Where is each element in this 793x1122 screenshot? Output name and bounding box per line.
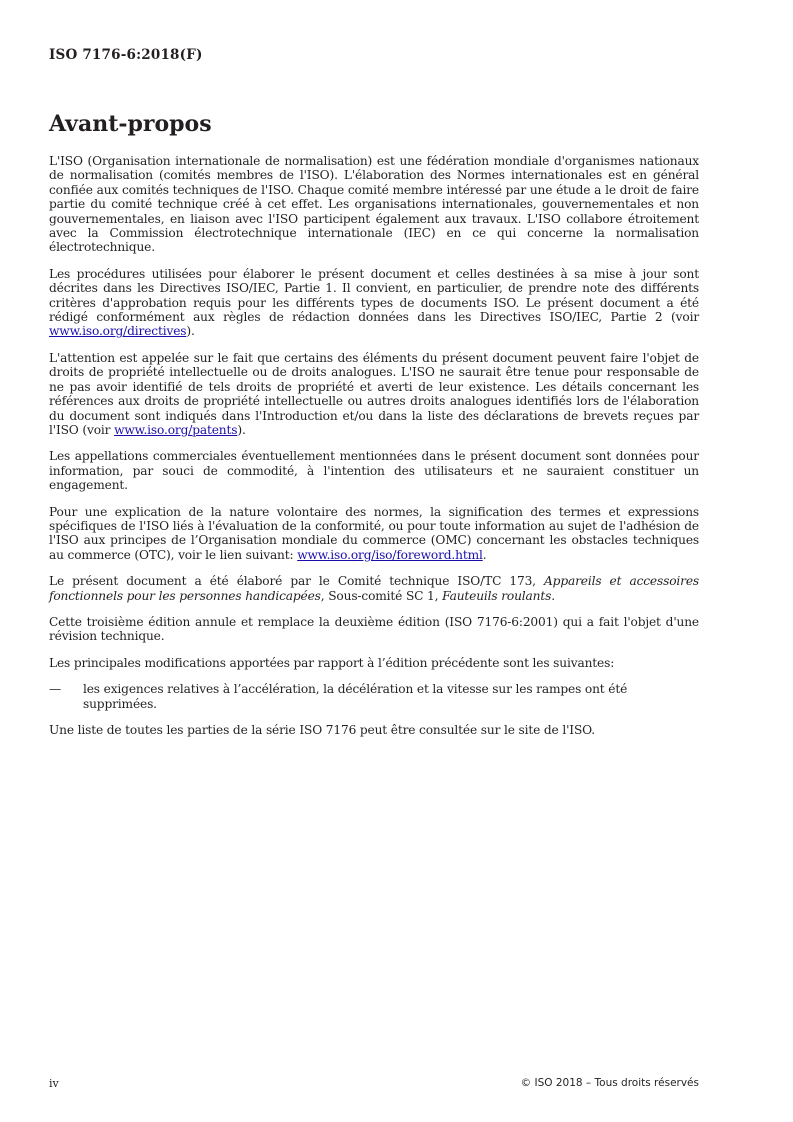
paragraph-series-list: Une liste de toutes les parties de la série ISO 7176 peut être consultée sur le site de l'ISO. — [49, 723, 595, 737]
list-item-text: les exigences relatives à l’accélération, la décélération et la vitesse sur les rampes ont été supprimées. — [83, 682, 628, 711]
subcommittee-title: Fauteuils roulants — [442, 588, 552, 603]
paragraph-text: , Sous-comité SC 1, — [320, 588, 443, 603]
paragraph-text: L'attention est appelée sur le fait que certains des éléments du présent document peuvent faire l'objet de droits de propriété intellectuelle ou de droits analogues. L'ISO ne saurait être tenue pour responsable de ne pas avoir identifié de tels droits de propriété et averti de leur existence. Les détails concernant les références aux droits de propriété intellectuelle ou autres droits analogues identifiés lors de l'élaboration du document sont indiqués dans l'Introduction et/ou dans la liste des déclarations de brevets reçues par l'ISO (voir — [49, 350, 699, 437]
paragraph-text: ). — [237, 422, 246, 437]
paragraph-voluntary-nature — [49, 505, 699, 563]
copyright-notice: © ISO 2018 – Tous droits réservés — [520, 1077, 699, 1089]
list-dash: — — [49, 682, 62, 697]
page-number: iv — [49, 1077, 59, 1090]
paragraph-modifications: Les principales modifications apportées par rapport à l’édition précédente sont les suivantes: — [49, 655, 615, 670]
committee-title: Appareils et accessoires fonctionnels pour les personnes handicapées — [49, 574, 699, 603]
list-item — [49, 682, 699, 711]
paragraph-trade-names: Les appellations commerciales éventuellement mentionnées dans le présent document sont données pour information, par souci de commodité, à l'intention des utilisateurs et ne sauraient constituer un engagement. — [49, 449, 699, 493]
paragraph-text: Le présent document a été élaboré par le Comité technique ISO/TC 173, — [49, 574, 545, 589]
paragraph-edition: Cette troisième édition annule et remplace la deuxième édition (ISO 7176-6:2001) qui a fait l'objet d'une révision technique. — [49, 614, 699, 644]
patents-link[interactable]: www.iso.org/patents — [114, 422, 238, 437]
paragraph-patents — [49, 351, 699, 437]
paragraph-text: . — [482, 547, 487, 562]
document-identifier: ISO 7176-6:2018(F) — [49, 47, 203, 63]
paragraph-text: ). — [186, 324, 195, 339]
paragraph-text: . — [551, 588, 555, 603]
paragraph-committee — [49, 574, 699, 603]
paragraph-procedures — [49, 267, 699, 339]
paragraph-text: Pour une explication de la nature volontaire des normes, la signification des termes et expressions spécifiques de l'ISO liés à l'évaluation de la conformité, ou pour toute information au sujet de l'adhésion de l'ISO aux principes de l’Organisation mondiale du commerce (OMC) concernant les obstacles techniques au commerce (OTC), voir le lien suivant: — [49, 504, 699, 562]
foreword-link[interactable]: www.iso.org/iso/foreword.html — [297, 547, 483, 562]
paragraph-text: Les procédures utilisées pour élaborer le présent document et celles destinées à sa mise à jour sont décrites dans les Directives ISO/IEC, Partie 1. Il convient, en particulier, de prendre note des différents critères d'approbation requis pour les différents types de documents ISO. Le présent document a été rédigé conformément aux règles de rédaction données dans les Directives ISO/IEC, Partie 2 (voir — [49, 266, 699, 325]
paragraph-iso-intro: L'ISO (Organisation internationale de normalisation) est une fédération mondiale d'organismes nationaux de normalisation (comités membres de l'ISO). L'élaboration des Normes internationales est en général confiée aux comités techniques de l'ISO. Chaque comité membre intéressé par une étude a le droit de faire partie du comité technique créé à cet effet. Les organisations internationales, gouvernementales et non gouvernementales, en liaison avec l'ISO participent également aux travaux. L'ISO collabore étroitement avec la Commission électrotechnique internationale (IEC) en ce qui concerne la normalisation électrotechnique. — [49, 154, 699, 255]
directives-link[interactable]: www.iso.org/directives — [49, 324, 187, 339]
section-title: Avant-propos — [49, 111, 212, 137]
foreword-body — [49, 154, 699, 749]
